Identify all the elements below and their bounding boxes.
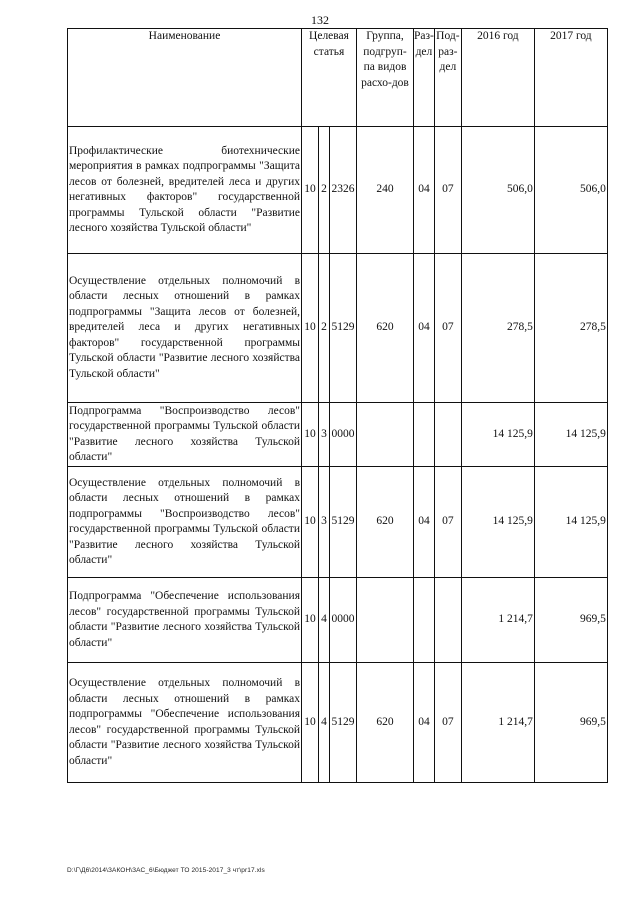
header-row [68, 29, 608, 127]
row-group: 620 [357, 254, 414, 403]
row-target-program: 10 [302, 403, 319, 467]
table-row [68, 467, 608, 578]
budget-table [67, 28, 608, 783]
header-year-2017: 2017 год [534, 29, 607, 127]
row-target-program: 10 [302, 467, 319, 578]
row-subsection: 07 [434, 254, 461, 403]
header-subsection: Под-раз-дел [434, 29, 461, 127]
row-amount-2016: 1 214,7 [461, 578, 534, 663]
row-name: Подпрограмма "Воспроизводство лесов" государственной программы Тульской области "Развитие лесного хозяйства Тульской области" [68, 403, 302, 467]
row-section [414, 578, 435, 663]
page-number: 132 [311, 13, 329, 27]
row-amount-2016: 14 125,9 [461, 403, 534, 467]
table-row [68, 403, 608, 467]
row-amount-2016: 278,5 [461, 254, 534, 403]
row-amount-2017: 969,5 [534, 663, 607, 783]
row-target-program: 10 [302, 127, 319, 254]
row-target-program: 10 [302, 578, 319, 663]
row-amount-2016: 1 214,7 [461, 663, 534, 783]
row-target-direction: 0000 [330, 403, 357, 467]
row-target-direction: 5129 [330, 467, 357, 578]
row-group: 620 [357, 663, 414, 783]
row-amount-2017: 14 125,9 [534, 403, 607, 467]
row-name: Подпрограмма "Обеспечение использования лесов" государственной программы Тульской области "Развитие лесного хозяйства Тульской области" [68, 578, 302, 663]
row-name: Осуществление отдельных полномочий в области лесных отношений в рамках подпрограммы "Защита лесов от болезней, вредителей леса и других негативных факторов" государственной программы Тульской области "Развитие лесного хозяйства Тульской области" [68, 254, 302, 403]
row-target-program: 10 [302, 254, 319, 403]
header-target-article: Целевая статья [302, 29, 357, 127]
row-amount-2017: 14 125,9 [534, 467, 607, 578]
table-row [68, 254, 608, 403]
row-target-subprogram: 2 [319, 127, 330, 254]
header-section: Раз-дел [414, 29, 435, 127]
table-row [68, 663, 608, 783]
header-name: Наименование [68, 29, 302, 127]
row-amount-2017: 969,5 [534, 578, 607, 663]
row-group [357, 403, 414, 467]
row-target-subprogram: 3 [319, 467, 330, 578]
row-name: Профилактические биотехнические мероприятия в рамках подпрограммы "Защита лесов от болезней, вредителей леса и других негативных факторов" государственной программы Тульской области "Развитие лесного хозяйства Тульской области" [68, 127, 302, 254]
row-amount-2016: 14 125,9 [461, 467, 534, 578]
row-group [357, 578, 414, 663]
row-section: 04 [414, 254, 435, 403]
row-section: 04 [414, 467, 435, 578]
row-name: Осуществление отдельных полномочий в области лесных отношений в рамках подпрограммы "Воспроизводство лесов" государственной программы Тульской области "Развитие лесного хозяйства Тульской области" [68, 467, 302, 578]
row-target-subprogram: 3 [319, 403, 330, 467]
header-year-2016: 2016 год [461, 29, 534, 127]
file-path-footer: D:\Г\Д6\2014\ЗАКОН\ЗАС_6\Бюджет ТО 2015-2017_3 чт\pr17.xls [67, 867, 265, 874]
row-target-direction: 5129 [330, 254, 357, 403]
row-target-subprogram: 4 [319, 578, 330, 663]
row-target-program: 10 [302, 663, 319, 783]
row-section: 04 [414, 127, 435, 254]
row-subsection: 07 [434, 127, 461, 254]
row-subsection [434, 578, 461, 663]
row-amount-2016: 506,0 [461, 127, 534, 254]
row-target-subprogram: 2 [319, 254, 330, 403]
row-target-direction: 0000 [330, 578, 357, 663]
row-group: 240 [357, 127, 414, 254]
row-target-subprogram: 4 [319, 663, 330, 783]
row-subsection: 07 [434, 663, 461, 783]
header-group: Группа, подгруп-па видов расхо-дов [357, 29, 414, 127]
row-subsection: 07 [434, 467, 461, 578]
row-target-direction: 5129 [330, 663, 357, 783]
row-amount-2017: 506,0 [534, 127, 607, 254]
table-row [68, 127, 608, 254]
row-subsection [434, 403, 461, 467]
row-section [414, 403, 435, 467]
row-target-direction: 2326 [330, 127, 357, 254]
row-section: 04 [414, 663, 435, 783]
row-group: 620 [357, 467, 414, 578]
table-row [68, 578, 608, 663]
row-name: Осуществление отдельных полномочий в области лесных отношений в рамках подпрограммы "Обеспечение использования лесов" государственной программы Тульской области "Развитие лесного хозяйства Тульской области" [68, 663, 302, 783]
row-amount-2017: 278,5 [534, 254, 607, 403]
